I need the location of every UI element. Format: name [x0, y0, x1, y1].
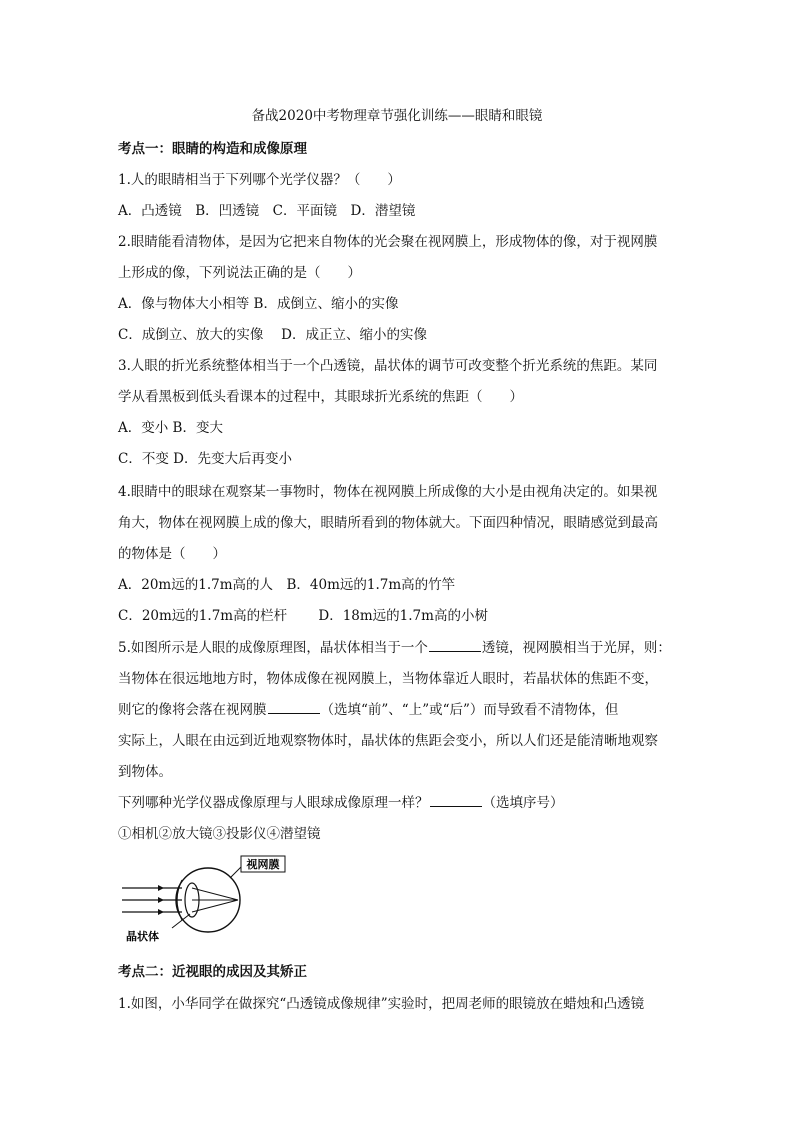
question-2-line-2: 上形成的像，下列说法正确的是（ ） — [118, 265, 361, 281]
question-5-line-3-a: 则它的像将会落在视网膜 — [118, 702, 267, 718]
question-3-options-cd: C．不变 D．先变大后再变小 — [118, 451, 292, 467]
question-3-line-2: 学从看黑板到低头看课本的过程中，其眼球折光系统的焦距（ ） — [118, 389, 523, 405]
section-heading-1: 考点一：眼睛的构造和成像原理 — [118, 141, 307, 157]
question-4-line-3: 的物体是（ ） — [118, 546, 226, 562]
question-4-line-2: 角大，物体在视网膜上成的像大，眼睛所看到的物体就大。下面四种情况，眼睛感觉到最高 — [118, 515, 658, 531]
question-3-line-1: 3.人眼的折光系统整体相当于一个凸透镜，晶状体的调节可改变整个折光系统的焦距。某同 — [118, 358, 658, 374]
question-1-options: A．凸透镜 B．凹透镜 C．平面镜 D．潜望镜 — [118, 203, 416, 219]
question-4-line-1: 4.眼睛中的眼球在观察某一事物时，物体在视网膜上所成像的大小是由视角决定的。如果视 — [118, 484, 658, 500]
question-2-line-1: 2.眼睛能看清物体，是因为它把来自物体的光会聚在视网膜上，形成物体的像，对于视网膜 — [118, 234, 658, 250]
question-5-line-6-b: （选填序号） — [482, 795, 564, 811]
question-5-line-6 — [118, 791, 564, 811]
question-5-line-1-a: 5.如图所示是人眼的成像原理图，晶状体相当于一个 — [118, 640, 428, 656]
label-lens: 晶状体 — [126, 930, 159, 943]
label-retina: 视网膜 — [246, 858, 280, 871]
section-heading-2: 考点二：近视眼的成因及其矫正 — [118, 964, 307, 980]
question-5-line-2: 当物体在很远地地方时，物体成像在视网膜上，当物体靠近人眼时，若晶状体的焦距不变， — [118, 671, 658, 687]
question-5-line-1 — [118, 636, 671, 656]
question-3-options-ab: A．变小 B．变大 — [118, 420, 223, 436]
answer-blank-position[interactable] — [268, 701, 320, 714]
question-6-line-1: 1.如图，小华同学在做探究“凸透镜成像规律”实验时，把周老师的眼镜放在蜡烛和凸透镜 — [118, 996, 645, 1012]
question-5-choices: ①相机②放大镜③投影仪④潜望镜 — [118, 826, 321, 842]
question-5-line-3-b: （选填“前”、“上”或“后”）而导致看不清物体，但 — [320, 702, 619, 718]
question-5-line-6-a: 下列哪种光学仪器成像原理与人眼球成像原理一样？ — [118, 795, 429, 811]
question-5-line-5: 到物体。 — [118, 764, 172, 780]
question-2-options-cd: C．成倒立、放大的实像 D．成正立、缩小的实像 — [118, 327, 427, 343]
question-4-options-ab: A．20m远的1.7m高的人 B．40m远的1.7m高的竹竿 — [118, 577, 456, 593]
answer-blank-lens[interactable] — [429, 639, 481, 652]
question-4-options-cd: C．20m远的1.7m高的栏杆 D．18m远的1.7m高的小树 — [118, 608, 488, 624]
answer-blank-instrument[interactable] — [430, 794, 482, 807]
question-2-options-ab: A．像与物体大小相等 B．成倒立、缩小的实像 — [118, 296, 399, 312]
question-5-line-1-b: 透镜，视网膜相当于光屏，则： — [481, 640, 671, 656]
question-1-stem: 1.人的眼睛相当于下列哪个光学仪器？（ ） — [118, 172, 401, 188]
page-title: 备战2020中考物理章节强化训练——眼睛和眼镜 — [251, 108, 543, 124]
eye-diagram — [120, 850, 290, 945]
question-5-line-3 — [118, 698, 618, 718]
question-5-line-4: 实际上，人眼在由远到近地观察物体时，晶状体的焦距会变小，所以人们还是能清晰地观察 — [118, 733, 658, 749]
